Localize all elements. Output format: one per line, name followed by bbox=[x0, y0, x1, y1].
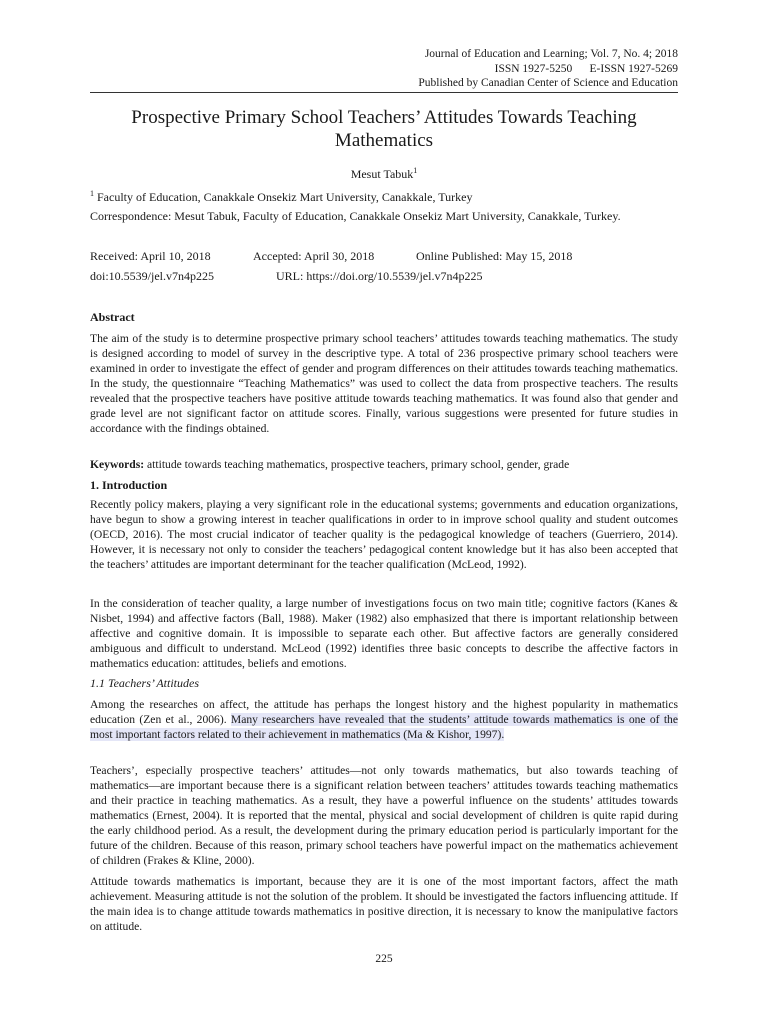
journal-header bbox=[418, 47, 678, 91]
attitudes-paragraph-3: Attitude towards mathematics is important, because they are it is one of the most important factors, affect the math achievement. Measuring attitude is not the solution of the problem. It should be investigated the factors influencing attitude. If the main idea is to change attitude towards mathematics in positive direction, it is necessary to know the manipulative factors on attitude. bbox=[90, 875, 678, 933]
introduction-paragraph-2: In the consideration of teacher quality, a large number of investigations focus on two main title; cognitive factors (Kanes & Nisbet, 1994) and affective factors (Ball, 1988). Maker (1982) also emphasized that there is important relationship between affective and cognitive domain. It is impossible to separate each other. But affective factors are generally considered ambiguous and difficult to understand. McLeod (1992) identifies three basic concepts to describe the affective factors in mathematics education: attitudes, beliefs and emotions. bbox=[90, 597, 678, 670]
header-divider bbox=[90, 92, 678, 93]
author-name: Mesut Tabuk bbox=[350, 167, 414, 181]
published-date: Online Published: May 15, 2018 bbox=[416, 249, 573, 263]
affiliation-mark: 1 bbox=[90, 189, 94, 198]
paper-title: Prospective Primary School Teachers’ Attitudes Towards Teaching Mathematics bbox=[131, 107, 637, 151]
doi-text: doi:10.5539/jel.v7n4p225 bbox=[90, 269, 214, 283]
affiliation bbox=[90, 189, 472, 205]
introduction-paragraph-1: Recently policy makers, playing a very significant role in the educational systems; governments and education organizations, have begun to show a growing interest in teacher qualifications in order to in improve school quality and student outcomes (OECD, 2016). The most crucial indicator of teacher quality is the pedagogical knowledge of teachers (Guerriero, 2014). However, it is necessary not only to consider the teachers’ pedagogical content knowledge but it has also been accepted that the teachers’ attitudes are important determinant for the teacher qualification (McLeod, 1992). bbox=[90, 498, 678, 571]
author-affiliation-mark: 1 bbox=[413, 166, 418, 175]
accepted-date: Accepted: April 30, 2018 bbox=[253, 249, 375, 263]
doi-url-link[interactable]: URL: https://doi.org/10.5539/jel.v7n4p225 bbox=[276, 269, 483, 283]
attitudes-paragraph-1-text: Among the researches on affect, the attitude has perhaps the longest history and the highest popularity in mathematics education (Zen et al., 2006). bbox=[90, 698, 678, 726]
keywords bbox=[90, 458, 569, 471]
section-heading-teachers-attitudes: 1.1 Teachers’ Attitudes bbox=[90, 676, 200, 690]
page-number: 225 bbox=[375, 953, 393, 965]
journal-citation: Journal of Education and Learning; Vol. 7, No. 4; 2018 bbox=[424, 48, 678, 60]
correspondence: Correspondence: Mesut Tabuk, Faculty of Education, Canakkale Onsekiz Mart University, Canakkale, Turkey. bbox=[90, 209, 621, 223]
journal-publisher: Published by Canadian Center of Science and Education bbox=[418, 77, 678, 89]
introduction-heading: 1. Introduction bbox=[90, 478, 168, 492]
author bbox=[90, 166, 678, 182]
attitudes-paragraph-2: Teachers’, especially prospective teachers’ attitudes—not only towards mathematics, but also towards teaching of mathematics—are important because there is a significant relation between teachers’ attitudes towards teaching mathematics and their practice in teaching mathematics. As a result, they have a powerful influence on the students’ attitudes towards mathematics (Ernest, 2004). It is reported that the mental, physical and social development of children is quite rapid during the early childhood period. As a result, the development during the primary education period is particularly important for the future of the children. Because of this reason, primary school teachers have powerful impact on the mathematics achievement of children (Frakes & Kline, 2000). bbox=[90, 764, 678, 867]
received-date: Received: April 10, 2018 bbox=[90, 249, 211, 263]
highlighted-passage: Many researchers have revealed that the students’ attitude towards mathematics is one of the most important factors related to their achievement in mathematics (Ma & Kishor, 1997). bbox=[90, 713, 678, 741]
attitudes-paragraph-1 bbox=[90, 697, 678, 742]
abstract-heading: Abstract bbox=[90, 310, 135, 324]
abstract-text: The aim of the study is to determine prospective primary school teachers’ attitudes towards teaching mathematics. The study is designed according to model of survey in the descriptive type. A total of 236 prospective primary school teachers were examined in order to investigate the effect of gender and program differences on their attitudes towards teaching mathematics. In the study, the questionnaire “Teaching Mathematics” was used to collect the data from prospective teachers. The results revealed that the prospective teachers have positive attitude towards teaching mathematics. It was found also that gender and grade level are not significant factor on attitude scores. Finally, various suggestions were presented for future studies in accordance with the findings obtained. bbox=[90, 332, 678, 435]
keywords-label: Keywords: bbox=[90, 458, 145, 471]
keywords-text: attitude towards teaching mathematics, prospective teachers, primary school, gender, grade bbox=[144, 458, 570, 471]
affiliation-text: Faculty of Education, Canakkale Onsekiz Mart University, Canakkale, Turkey bbox=[94, 190, 473, 204]
journal-issn: ISSN 1927-5250 E-ISSN 1927-5269 bbox=[494, 62, 678, 75]
